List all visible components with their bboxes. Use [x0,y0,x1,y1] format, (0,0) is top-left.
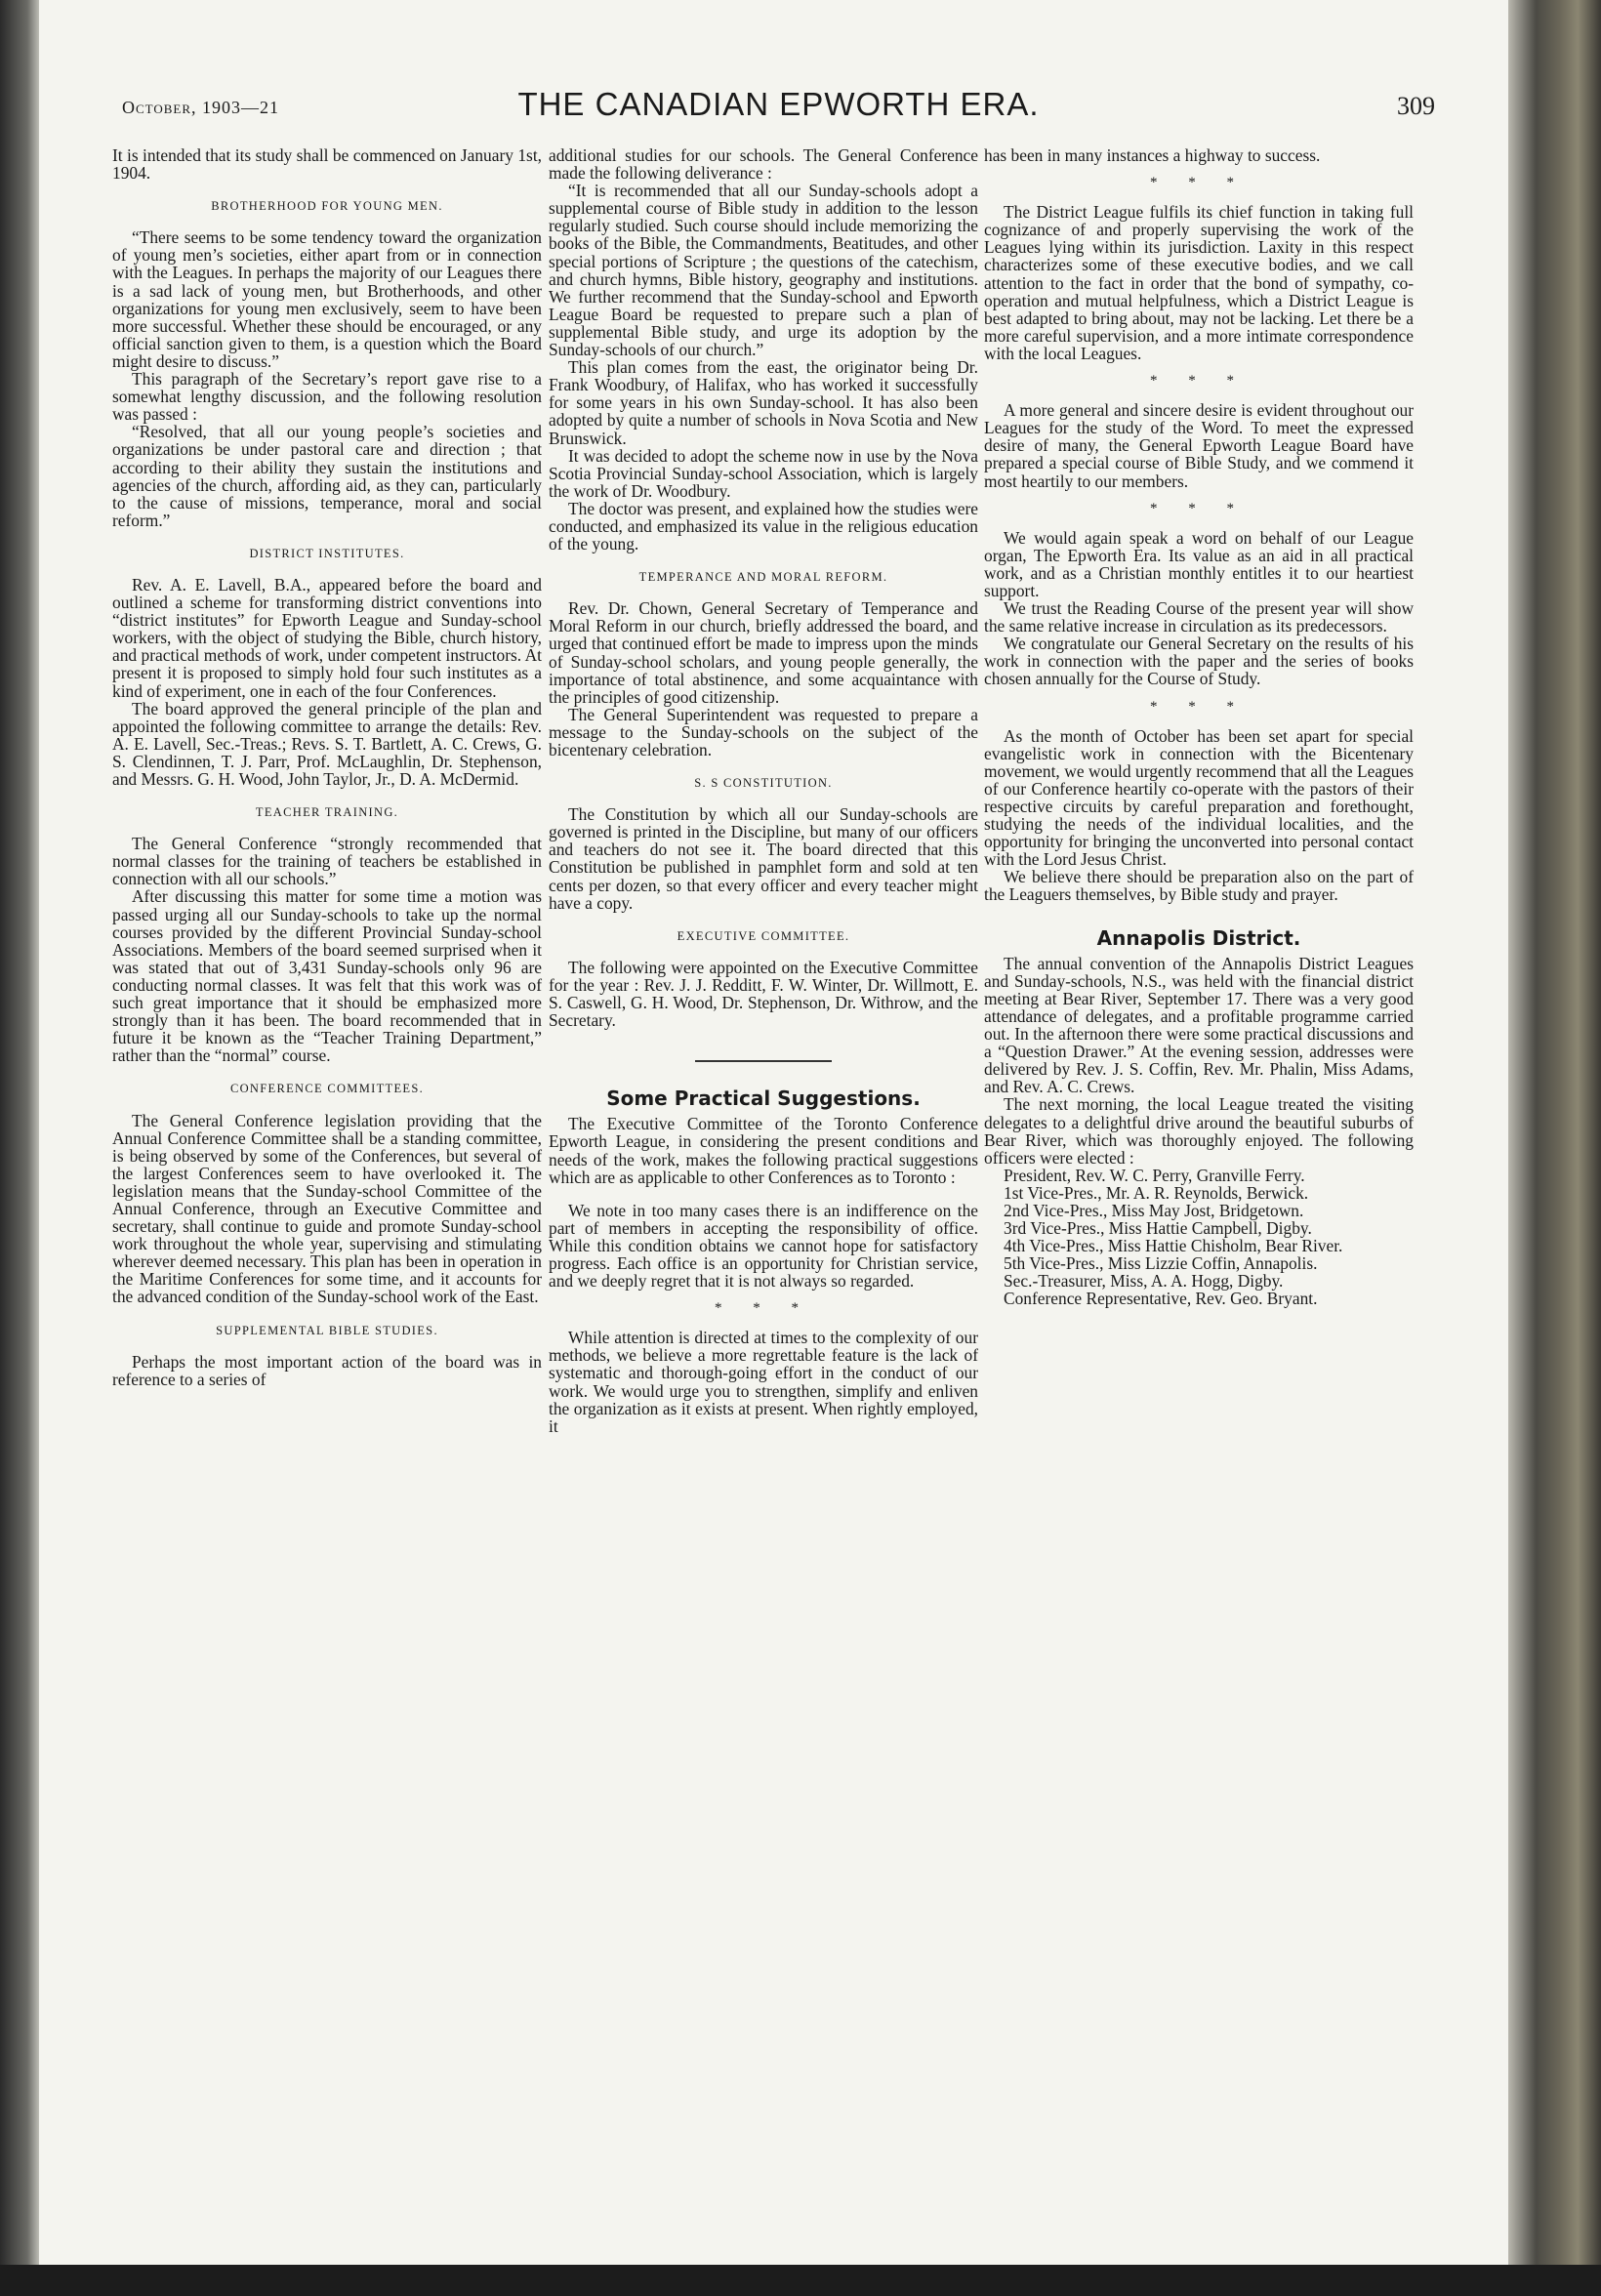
spacer [549,1186,978,1202]
paragraph: Rev. A. E. Lavell, B.A., appeared before the board and outlined a scheme for transforming district conventions into “district institutes” for Epworth League and Sunday-school workers, with the object of studying the Bible, church history, and practical methods of work, under competent instructors. At present it is proposed to simply hold four such institutes as a kind of experiment, one in each of the four Conferences. [112,574,542,701]
masthead-title: THE CANADIAN EPWORTH ERA. [517,86,1040,122]
paragraph: The board approved the general principle of the plan and appointed the following committee to arrange the details: Rev. A. E. Lavell, Sec.-Treas.; Revs. S. T. Bartlett, A. C. Crews, G. S. Clendinnen, T. J. Parr, Prof. McLaughlin, Dr. Stephenson, and Messrs. G. H. Wood, John Taylor, Jr., D. A. McDermid. [112,698,542,789]
spacer [984,904,1414,920]
officer-entry: 5th Vice-Pres., Miss Lizzie Coffin, Annapolis. [1004,1253,1318,1274]
section-heading: S. S CONSTITUTION. [694,776,833,791]
officer-entry: Sec.-Treasurer, Miss, A. A. Hogg, Digby. [1004,1271,1284,1292]
paragraph: We believe there should be preparation also on the part of the Leaguers themselves, by Bible study and prayer. [984,867,1414,905]
paragraph: “There seems to be some tendency toward the organization of young men’s societies, either apart from or in connection with the Leagues. In perhaps the majority of our Leagues there is a sad lack of young men, but Brotherhoods, and other organizations for young men exclusively, seem to have been more successful. Whether these should be encouraged, or any official sanction given to them, is a question which the Board might desire to discuss.” [112,227,542,371]
paragraph: The General Conference “strongly recommended that normal classes for the training of teachers be established in connection with all our schools.” [112,834,542,889]
paragraph: has been in many instances a highway to success. [984,145,1321,165]
section-separator: * * * [1150,175,1248,191]
scan-left-edge [0,0,39,2296]
paragraph: A more general and sincere desire is evident throughout our Leagues for the study of the Word. To meet the expressed desire of many, the General Epworth League Board have prepared a special course of Bible Study, and we commend it most heartily to our members. [984,400,1414,491]
article-divider [695,1060,832,1062]
scan-bottom-edge [0,2265,1601,2296]
paragraph: “Resolved, that all our young people’s societies and organizations be under pastoral care and direction ; that according to their ability they sustain the institutions and agencies of the church, affording aid, as they can, particularly to the cause of missions, temperance, moral and social reform.” [112,422,542,530]
paragraph: After discussing this matter for some time a motion was passed urging all our Sunday-schools to take up the normal courses provided by the different Provincial Sunday-school Associations. Members of the board seemed surprised when it was stated that out of 3,431 Sunday-schools only 96 are conducting normal classes. It was felt that this work was of such great importance that it should be emphasized more strongly than it has been. The board recommended that in future it be known as the “Teacher Training Department,” rather than the “normal” course. [112,886,542,1066]
section-heading: BROTHERHOOD FOR YOUNG MEN. [211,199,443,214]
paragraph: The Constitution by which all our Sunday-schools are governed is printed in the Discipline, but many of our officers and teachers do not see it. The board directed that this Constitution be published in pamphlet form and sold at ten cents per dozen, so that every officer and every teacher might have a copy. [549,804,978,913]
section-heading: TEACHER TRAINING. [255,805,399,820]
column-1 [112,146,542,1388]
page-number: 309 [1397,92,1435,120]
paragraph: The following were appointed on the Executive Committee for the year : Rev. J. J. Redditt, F. W. Winter, Dr. Willmott, E. S. Caswell, G. H. Wood, Dr. Stephenson, Dr. Withrow, and the Secretary. [549,957,978,1031]
officer-entry: 1st Vice-Pres., Mr. A. R. Reynolds, Berwick. [1004,1182,1309,1203]
scan-right-edge [1508,0,1601,2296]
paragraph: We note in too many cases there is an indifference on the part of members in accepting the responsibility of office. While this condition obtains we cannot hope for satisfactory progress. Each office is an opportunity for Christian service, and we deeply regret that it is not always so regarded. [549,1200,978,1292]
issue-date: October, 1903—21 [122,98,280,117]
paragraph: The annual convention of the Annapolis District Leagues and Sunday-schools, N.S., was held with the financial district meeting at Bear River, September 17. There was a very good attendance of delegates, and a profitable programme carried out. In the afternoon there were some practical discussions and a “Question Drawer.” At the evening session, addresses were delivered by Rev. J. S. Coffin, Rev. Mr. Phalin, Miss Adams, and Rev. A. C. Crews. [984,953,1414,1097]
column-3 [984,146,1414,1308]
paragraph: The Executive Committee of the Toronto Conference Epworth League, in considering the present conditions and needs of the work, makes the following practical suggestions which are as applicable to other Conferences as to Toronto : [549,1114,978,1187]
section-separator: * * * [1150,373,1248,390]
section-heading: TEMPERANCE AND MORAL REFORM. [638,570,888,585]
officer-entry: 4th Vice-Pres., Miss Hattie Chisholm, Bear River. [1004,1236,1343,1256]
column-2 [549,146,978,1435]
paragraph: While attention is directed at times to the complexity of our methods, we believe a more regrettable feature is the lack of systematic and thorough-going effort in the conduct of our work. We would urge you to strengthen, simplify and enliven the organization as it exists at present. When rightly employed, it [549,1328,978,1436]
paragraph: It is intended that its study shall be commenced on January 1st, 1904. [112,145,542,184]
page-header [122,86,1435,125]
paragraph: As the month of October has been set apart for special evangelistic work in connection with the Bicentenary movement, we would urgently recommend that all the Leagues of our Conference heartily co-operate with the pastors of their respective circuits by careful preparation and forethought, studying the needs of the individual localities, and the opportunity for bringing the unconverted into personal contact with the Lord Jesus Christ. [984,725,1414,870]
section-separator: * * * [1150,500,1248,516]
section-heading: DISTRICT INSTITUTES. [249,546,405,560]
officer-entry: 3rd Vice-Pres., Miss Hattie Campbell, Digby. [1004,1218,1312,1239]
paragraph: Perhaps the most important action of the board was in reference to a series of [112,1351,542,1389]
section-separator: * * * [1150,698,1248,715]
paragraph: The doctor was present, and explained how the studies were conducted, and emphasized its value in the religious education of the young. [549,498,978,554]
section-heading: CONFERENCE COMMITTEES. [229,1082,425,1096]
paragraph: The next morning, the local League treated the visiting delegates to a delightful drive around the beautiful suburbs of Bear River, which was thoroughly enjoyed. The following officers were elected : [984,1094,1414,1168]
officer-entry: Conference Representative, Rev. Geo. Bryant. [1004,1289,1318,1309]
paragraph: “It is recommended that all our Sunday-schools adopt a supplemental course of Bible study in addition to the lesson regularly studied. Such course should include memorizing the books of the Bible, the Commandments, Beatitudes, and other special portions of Scripture ; the questions of the catechism, and church hymns, Bible history, geography and institutions. We further recommend that the Sunday-school and Epworth League Board be requested to prepare such a plan of supplemental Bible study, and urge its adoption by the Sunday-schools of our church.” [549,181,978,360]
officer-entry: President, Rev. W. C. Perry, Granville Ferry. [1004,1165,1305,1185]
article-headline: Annapolis District. [1096,925,1301,950]
paragraph: We trust the Reading Course of the present year will show the same relative increase in circulation as its predecessors. [984,598,1414,636]
paragraph: The General Conference legislation providing that the Annual Conference Committee shall be a standing committee, is being observed by some of the Conferences, but several of the largest Conferences seem to have overlooked it. The legislation means that the Sunday-school Committee of the Annual Conference, through an Executive Committee and secretary, shall continue to guide and promote Sunday-school work throughout the whole year, supervising and stimulating wherever deemed necessary. This plan has been in operation in the Maritime Conferences for some time, and it accounts for the advanced condition of the Sunday-school work of the East. [112,1110,542,1307]
paragraph: additional studies for our schools. The General Conference made the following deliverance : [549,145,978,184]
newspaper-page [39,0,1508,2265]
paragraph: Rev. Dr. Chown, General Secretary of Temperance and Moral Reform in our church, briefly addressed the board, and urged that continued effort be made to impress upon the minds of Sunday-school scholars, and young people generally, the importance of total abstinence, and some acquaintance with the principles of good citizenship. [549,598,978,707]
section-heading: SUPPLEMENTAL BIBLE STUDIES. [216,1323,438,1337]
paragraph: We would again speak a word on behalf of our League organ, The Epworth Era. Its value as an aid in all practical work, and as a Christian monthly entitles it to our heartiest support. [984,527,1414,600]
section-heading: EXECUTIVE COMMITTEE. [677,928,850,943]
paragraph: We congratulate our General Secretary on the results of his work in connection with the paper and the series of books chosen annually for the Course of Study. [984,634,1414,689]
paragraph: It was decided to adopt the scheme now in use by the Nova Scotia Provincial Sunday-school Association, which is largely the work of Dr. Woodbury. [549,445,978,501]
officer-entry: 2nd Vice-Pres., Miss May Jost, Bridgetown. [1004,1200,1304,1220]
paragraph: This paragraph of the Secretary’s report gave rise to a somewhat lengthy discussion, and the following resolution was passed : [112,369,542,425]
paragraph: This plan comes from the east, the originator being Dr. Frank Woodbury, of Halifax, who has worked it successfully for some years in his own Sunday-school. It has also been adopted by quite a number of schools in Nova Scotia and New Brunswick. [549,357,978,448]
paragraph: The District League fulfils its chief function in taking full cognizance of and properly supervising the work of the Leagues lying within its jurisdiction. Laxity in this respect characterizes some of these executive bodies, and we call attention to the fact in order that the bond of sympathy, co-operation and mutual helpfulness, which a District League is best adapted to bring about, may not be lacking. Let there be a more careful supervision, and a more intimate correspondence with the local Leagues. [984,202,1414,363]
article-headline: Some Practical Suggestions. [606,1086,921,1111]
paragraph: The General Superintendent was requested to prepare a message to the Sunday-schools on the subject of the bicentenary celebration. [549,704,978,759]
section-separator: * * * [715,1300,812,1317]
